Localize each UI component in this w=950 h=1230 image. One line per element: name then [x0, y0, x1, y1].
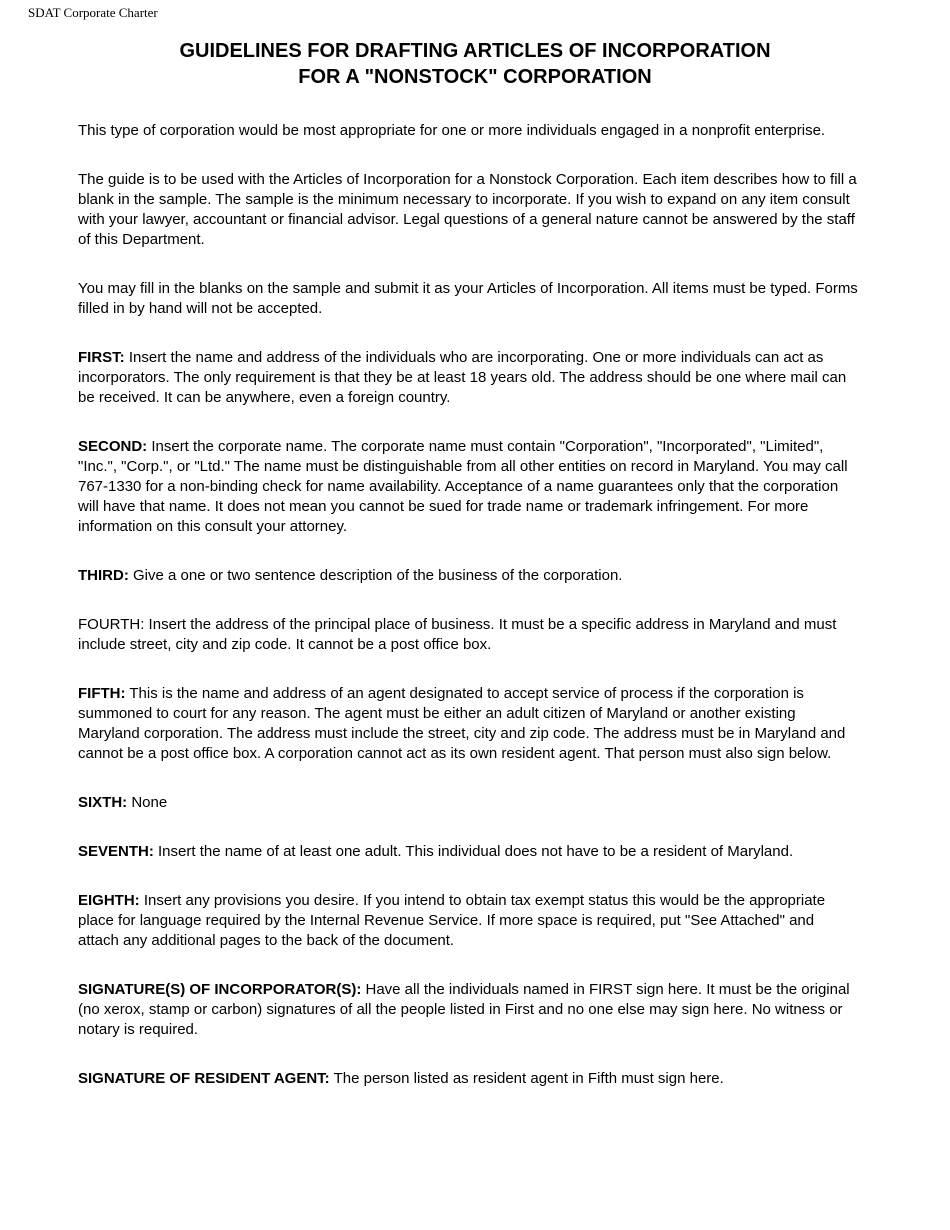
- item-text: Give a one or two sentence description of the business of the corporation.: [128, 567, 623, 584]
- item-signature-incorporators: [78, 980, 858, 1040]
- item-text: The person listed as resident agent in Fifth must sign here.: [329, 1070, 724, 1087]
- item-fourth: [78, 615, 858, 655]
- item-label: FIRST:: [78, 349, 125, 366]
- item-label: SIGNATURE OF RESIDENT AGENT:: [78, 1070, 330, 1087]
- intro-paragraph-2: The guide is to be used with the Articles of Incorporation for a Nonstock Corporation. Each item describes how to fill a blank in the sample. The sample is the minimum necessary to incorporate. If you wish to expand on any item consult with your lawyer, accountant or financial advisor. Legal questions of a general nature cannot be answered by the staff of this Department.: [78, 171, 857, 248]
- intro-paragraph-3: You may fill in the blanks on the sample and submit it as your Articles of Incorporation. All items must be typed. Forms filled in by hand will not be accepted.: [78, 280, 858, 317]
- title-line-2: FOR A "NONSTOCK" CORPORATION: [298, 66, 652, 88]
- page-title: [0, 38, 950, 90]
- item-label: SECOND:: [78, 438, 148, 455]
- item-eighth: [78, 891, 858, 951]
- item-label: THIRD:: [78, 567, 129, 584]
- item-sixth: [78, 793, 858, 813]
- item-second: [78, 437, 858, 537]
- item-signature-resident-agent: [78, 1069, 858, 1089]
- item-label: EIGHTH:: [78, 892, 140, 909]
- document-source-header: SDAT Corporate Charter: [28, 5, 158, 20]
- item-text: Have all the individuals named in FIRST sign here. It must be the original (no xerox, stamp or carbon) signatures of all the people listed in First and no one else may sign here. No witness or notary is required.: [78, 981, 850, 1038]
- document-body: [78, 121, 858, 1118]
- title-line-1: GUIDELINES FOR DRAFTING ARTICLES OF INCORPORATION: [179, 40, 771, 62]
- item-text: Insert any provisions you desire. If you intend to obtain tax exempt status this would be the appropriate place for language required by the Internal Revenue Service. If more space is required, put "See Attached" and attach any additional pages to the back of the document.: [78, 892, 826, 949]
- item-fifth: [78, 684, 858, 764]
- intro-paragraph-1: This type of corporation would be most appropriate for one or more individuals engaged in a nonprofit enterprise.: [78, 122, 826, 139]
- item-text: Insert the name and address of the individuals who are incorporating. One or more individuals can act as incorporators. The only requirement is that they be at least 18 years old. The address should be one where mail can be received. It can be anywhere, even a foreign country.: [78, 349, 847, 406]
- item-seventh: [78, 842, 858, 862]
- item-text: This is the name and address of an agent designated to accept service of process if the corporation is summoned to court for any reason. The agent must be either an adult citizen of Maryland or another existing Maryland corporation. The address must include the street, city and zip code. The address must be in Maryland and cannot be a post office box. A corporation cannot act as its own resident agent. That person must also sign below.: [78, 685, 846, 762]
- item-label: FIFTH:: [78, 685, 126, 702]
- item-text: Insert the corporate name. The corporate name must contain "Corporation", "Incorporated", "Limited", "Inc.", "Corp.", or "Ltd." The name must be distinguishable from all other entities on record in Maryland. You may call 767-1330 for a non-binding check for name availability. Acceptance of a name guarantees only that the corporation will have that name. It does not mean you cannot be sued for trade name or trademark infringement. For more information on this consult your attorney.: [78, 438, 848, 535]
- item-label: SIXTH:: [78, 794, 128, 811]
- item-label: SEVENTH:: [78, 843, 154, 860]
- item-label: SIGNATURE(S) OF INCORPORATOR(S):: [78, 981, 362, 998]
- item-text: FOURTH: Insert the address of the principal place of business. It must be a specific address in Maryland and must include street, city and zip code. It cannot be a post office box.: [78, 616, 837, 653]
- item-third: [78, 566, 858, 586]
- item-text: Insert the name of at least one adult. This individual does not have to be a resident of Maryland.: [153, 843, 794, 860]
- item-first: [78, 348, 858, 408]
- item-text: None: [127, 794, 168, 811]
